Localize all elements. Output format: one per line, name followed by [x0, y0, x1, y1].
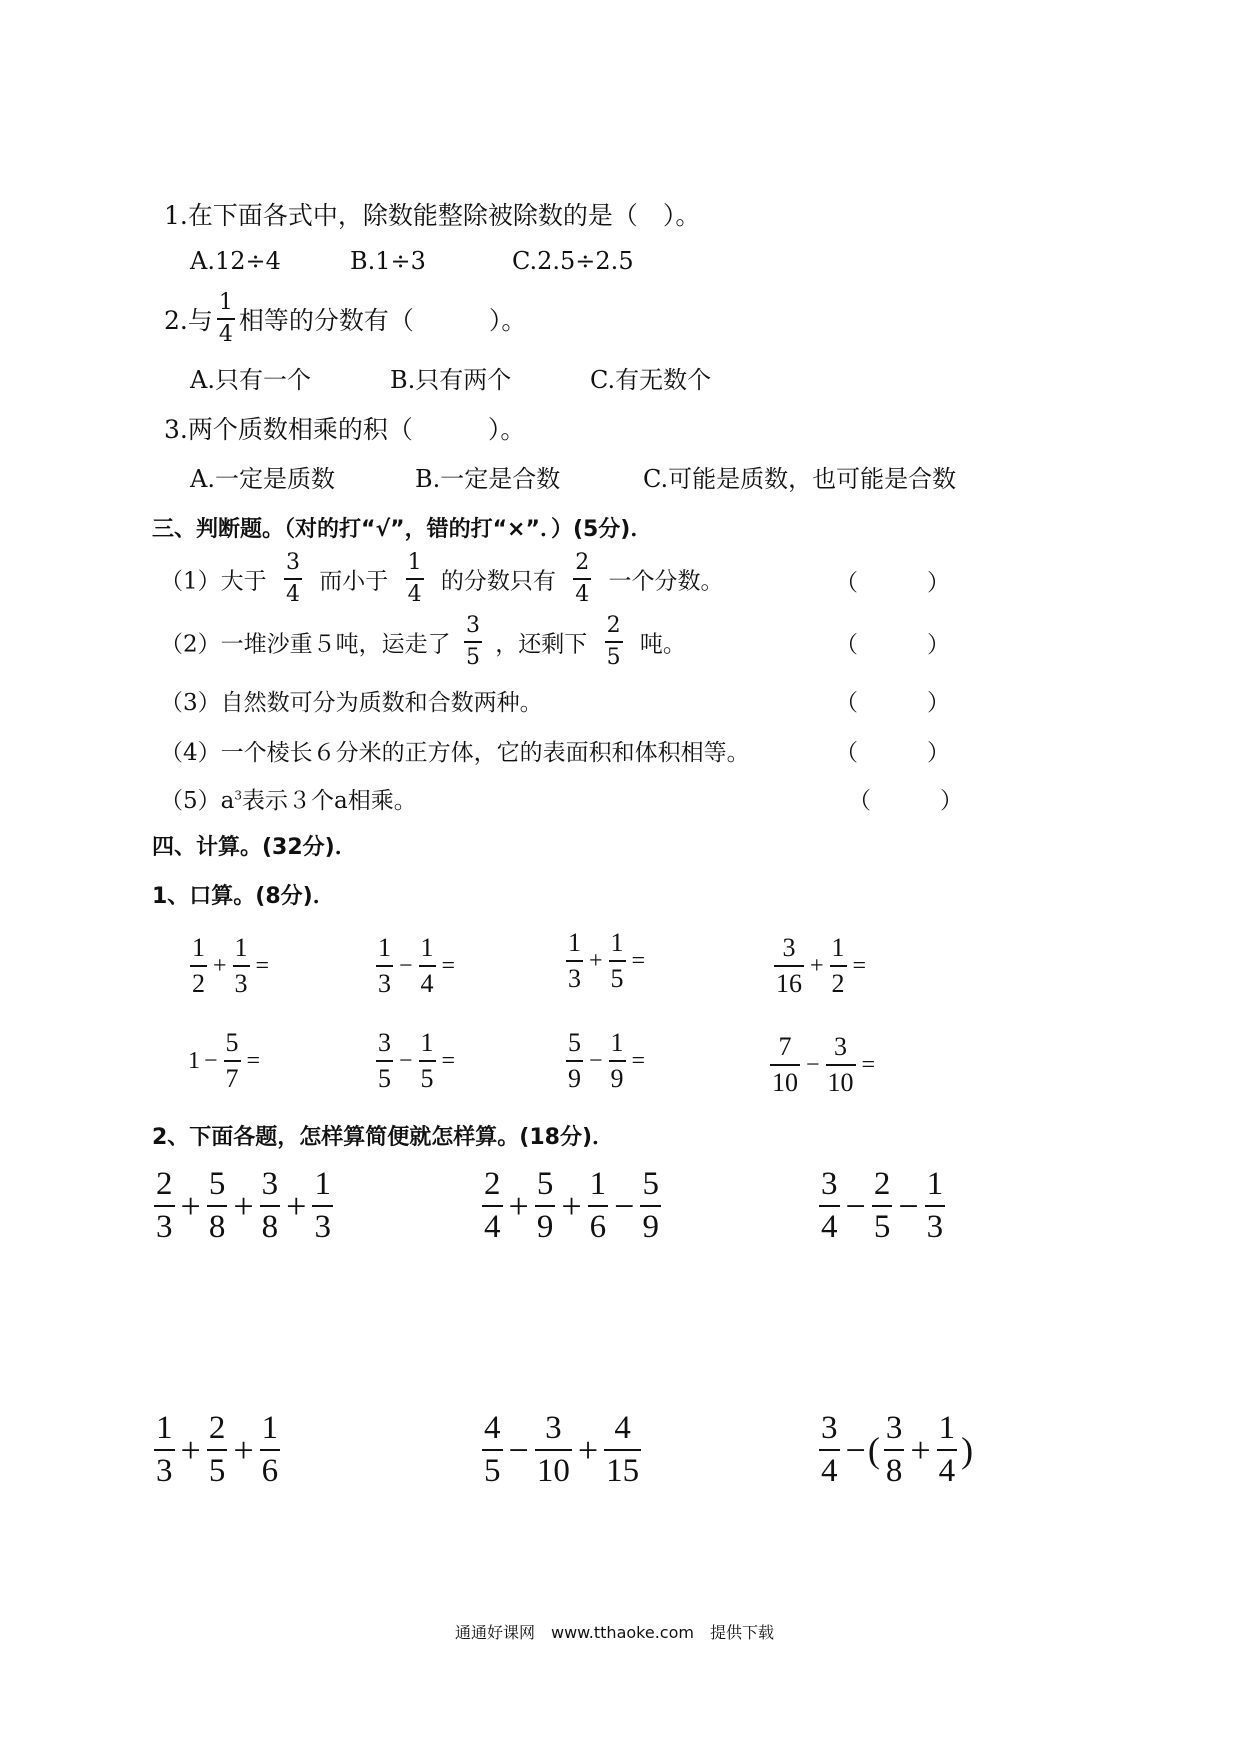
fraction-denominator: 5	[208, 1453, 226, 1489]
fraction	[609, 930, 626, 992]
oral-3	[562, 930, 647, 992]
simplify-2	[478, 1168, 665, 1244]
fraction-denominator: 8	[261, 1209, 279, 1245]
fraction-numerator: 4	[604, 1412, 641, 1451]
fraction-numerator: 3	[284, 552, 302, 580]
fraction	[588, 1168, 609, 1244]
judge-2-answer-paren: （ ）	[835, 632, 950, 658]
fraction-denominator: 15	[606, 1453, 640, 1489]
judge-5-answer-paren: （ ）	[848, 788, 963, 814]
fraction-numerator: 3	[774, 935, 804, 967]
oral-8	[766, 1034, 877, 1096]
plus-sign: +	[180, 1186, 201, 1226]
equals-sign: =	[631, 947, 646, 974]
fraction	[376, 1030, 393, 1092]
fraction	[819, 1168, 840, 1244]
fraction-numerator: 1	[588, 1168, 609, 1207]
fraction-denominator: 4	[285, 582, 300, 607]
fraction-denominator: 9	[610, 1064, 624, 1093]
fraction	[419, 1030, 436, 1092]
exponent: 3	[234, 788, 242, 803]
fraction-numerator: 1	[609, 1030, 626, 1062]
fraction	[566, 1030, 583, 1092]
q2-option-a: A.只有一个	[190, 366, 311, 394]
judge-2-text-a: （2）一堆沙重５吨，运走了	[160, 631, 451, 658]
fraction-denominator: 5	[420, 1064, 434, 1093]
fraction-denominator: 4	[484, 1209, 501, 1245]
fraction	[640, 1168, 661, 1244]
fraction	[260, 1412, 281, 1488]
fraction-numerator: 3	[884, 1412, 905, 1451]
fraction-denominator: 9	[536, 1209, 554, 1245]
q3-option-b: B.一定是合数	[415, 465, 561, 493]
fraction-numerator: 1	[566, 930, 583, 962]
fraction-numerator: 5	[535, 1168, 556, 1207]
fraction-numerator: 1	[925, 1168, 946, 1207]
fraction-denominator: 16	[776, 969, 802, 998]
fraction-denominator: 3	[314, 1209, 331, 1245]
plus-sign: +	[910, 1430, 931, 1470]
section-4-heading: 四、计算。(32分)．	[152, 835, 357, 860]
q3-option-a: A.一定是质数	[190, 465, 335, 493]
fraction-numerator: 1	[154, 1412, 175, 1451]
minus-sign: −	[845, 1430, 866, 1470]
oral-calc-heading: 1、口算。(8分)．	[152, 884, 335, 909]
minus-sign: −	[204, 1047, 218, 1074]
equals-sign: =	[852, 952, 867, 979]
judge-2-fraction-b	[605, 615, 623, 669]
fraction	[774, 935, 804, 997]
fraction-denominator: 2	[831, 969, 845, 998]
q1-option-a: A.12÷4	[190, 247, 281, 275]
fraction	[770, 1034, 800, 1096]
fraction	[376, 935, 393, 997]
fraction-numerator: 3	[260, 1168, 281, 1207]
judge-5-text-b: 表示３个a相乘。	[242, 788, 417, 814]
fraction-denominator: 8	[208, 1209, 226, 1245]
judge-item-2	[160, 615, 686, 669]
q3-option-c: C.可能是质数，也可能是合数	[643, 465, 957, 493]
fraction-denominator: 3	[378, 969, 391, 998]
judge-1-text-c: 的分数只有	[440, 568, 556, 595]
fraction	[535, 1168, 556, 1244]
fraction	[233, 935, 250, 997]
fraction-numerator: 1	[312, 1168, 333, 1207]
minus-sign: −	[898, 1186, 919, 1226]
fraction-numerator: 3	[376, 1030, 393, 1062]
fraction-numerator: 2	[207, 1412, 228, 1451]
q2-option-c: C.有无数个	[590, 366, 712, 394]
fraction-numerator: 2	[482, 1168, 503, 1207]
section-3-heading: 三、判断题。（对的打“√”，错的打“×”．）(5分)．	[152, 517, 653, 542]
fraction-denominator: 5	[465, 645, 480, 670]
fraction-denominator: 10	[536, 1453, 570, 1489]
fraction-denominator: 4	[575, 582, 590, 607]
fraction-denominator: 3	[926, 1209, 944, 1245]
fraction-numerator: 1	[419, 935, 436, 967]
fraction	[190, 935, 207, 997]
judge-item-5	[160, 782, 417, 815]
fraction-denominator: 7	[225, 1064, 239, 1093]
judge-3-answer-paren: （ ）	[835, 690, 950, 716]
fraction-numerator: 1	[609, 930, 626, 962]
fraction-denominator: 9	[642, 1209, 659, 1245]
fraction-numerator: 2	[573, 552, 591, 580]
fraction-denominator: 3	[568, 964, 581, 993]
simplify-1	[150, 1168, 337, 1244]
oral-1	[186, 935, 271, 997]
equals-sign: =	[255, 952, 270, 979]
oral-7	[562, 1030, 647, 1092]
judge-1-fraction-b	[406, 552, 424, 606]
minus-sign: −	[399, 1047, 413, 1074]
fraction	[819, 1412, 840, 1488]
plus-sign: +	[508, 1186, 529, 1226]
fraction	[154, 1168, 175, 1244]
judge-1-answer-paren: （ ）	[835, 570, 950, 596]
equals-sign: =	[631, 1047, 646, 1074]
equals-sign: =	[441, 1047, 456, 1074]
fraction-numerator: 1	[419, 1030, 436, 1062]
footer-watermark: 通通好课网 www.tthaoke.com 提供下载	[455, 1623, 774, 1642]
judge-2-text-c: 吨。	[639, 631, 686, 658]
q1-option-c: C.2.5÷2.5	[512, 247, 634, 275]
minus-sign: −	[806, 1051, 820, 1078]
oral-5	[186, 1030, 262, 1092]
plus-sign: +	[213, 952, 227, 979]
simplify-4	[150, 1412, 284, 1488]
simplify-calc-heading: 2、下面各题，怎样算简便就怎样算。(18分)．	[152, 1125, 615, 1150]
fraction-numerator: 2	[154, 1168, 175, 1207]
fraction-numerator: 5	[224, 1030, 241, 1062]
integer-one: 1	[188, 1047, 200, 1074]
fraction-denominator: 3	[156, 1209, 173, 1245]
fraction-denominator: 5	[484, 1453, 501, 1489]
equals-sign: =	[246, 1047, 261, 1074]
open-paren: (	[867, 1430, 880, 1470]
question-1: 1.在下面各式中，除数能整除被除数的是（ ）。	[164, 201, 701, 230]
fraction-denominator: 3	[156, 1453, 173, 1489]
fraction-numerator: 5	[566, 1030, 583, 1062]
plus-sign: +	[810, 952, 824, 979]
oral-2	[372, 935, 457, 997]
plus-sign: +	[233, 1186, 254, 1226]
question-2-prefix: 2.与	[164, 306, 213, 335]
fraction-numerator: 1	[217, 292, 235, 320]
minus-sign: −	[845, 1186, 866, 1226]
judge-1-text-b: 而小于	[319, 568, 389, 595]
fraction-numerator: 2	[872, 1168, 893, 1207]
fraction-denominator: 3	[234, 969, 248, 998]
fraction-numerator: 1	[260, 1412, 281, 1451]
plus-sign: +	[286, 1186, 307, 1226]
fraction-denominator: 9	[568, 1064, 581, 1093]
fraction-denominator: 4	[218, 322, 233, 347]
fraction-denominator: 4	[938, 1453, 956, 1489]
fraction	[609, 1030, 626, 1092]
fraction-numerator: 3	[464, 615, 482, 643]
fraction-denominator: 6	[589, 1209, 607, 1245]
fraction-numerator: 3	[819, 1168, 840, 1207]
judge-item-4: （4）一个棱长６分米的正方体，它的表面积和体积相等。	[160, 740, 750, 766]
fraction-numerator: 1	[376, 935, 393, 967]
judge-1-fraction-a	[284, 552, 302, 606]
fraction-numerator: 5	[640, 1168, 661, 1207]
fraction	[312, 1168, 333, 1244]
plus-sign: +	[561, 1186, 582, 1226]
fraction	[224, 1030, 241, 1092]
fraction	[884, 1412, 905, 1488]
fraction-denominator: 6	[261, 1453, 279, 1489]
judge-1-text-d: 一个分数。	[608, 568, 724, 595]
oral-4	[770, 935, 868, 997]
fraction-denominator: 4	[821, 1453, 838, 1489]
equals-sign: =	[441, 952, 456, 979]
minus-sign: −	[589, 1047, 603, 1074]
oral-6	[372, 1030, 457, 1092]
fraction-numerator: 7	[770, 1034, 800, 1066]
minus-sign: −	[614, 1186, 635, 1226]
q1-option-b: B.1÷3	[350, 247, 426, 275]
fraction	[566, 930, 583, 992]
plus-sign: +	[233, 1430, 254, 1470]
simplify-6	[815, 1412, 973, 1488]
fraction-denominator: 5	[873, 1209, 891, 1245]
fraction-denominator: 8	[885, 1453, 903, 1489]
fraction-numerator: 2	[605, 615, 623, 643]
plus-sign: +	[577, 1430, 599, 1470]
judge-4-answer-paren: （ ）	[835, 740, 950, 766]
fraction-denominator: 4	[821, 1209, 838, 1245]
fraction-numerator: 3	[826, 1034, 856, 1066]
fraction	[535, 1412, 572, 1488]
fraction-numerator: 1	[830, 935, 847, 967]
fraction	[830, 935, 847, 997]
fraction	[482, 1168, 503, 1244]
question-2-fraction	[217, 292, 235, 346]
q2-option-b: B.只有两个	[390, 366, 512, 394]
fraction-denominator: 10	[772, 1068, 798, 1097]
plus-sign: +	[589, 947, 603, 974]
fraction-numerator: 1	[190, 935, 207, 967]
question-2	[164, 292, 526, 346]
fraction-numerator: 5	[207, 1168, 228, 1207]
judge-1-text-a: （1）大于	[160, 568, 267, 595]
fraction-denominator: 4	[420, 969, 434, 998]
fraction	[207, 1168, 228, 1244]
fraction	[937, 1412, 958, 1488]
fraction-denominator: 4	[407, 582, 422, 607]
fraction	[260, 1168, 281, 1244]
fraction	[826, 1034, 856, 1096]
fraction	[482, 1412, 503, 1488]
fraction	[925, 1168, 946, 1244]
fraction	[872, 1168, 893, 1244]
judge-5-text-a: （5）a	[160, 788, 235, 814]
fraction-denominator: 10	[827, 1068, 854, 1097]
simplify-3	[815, 1168, 949, 1244]
plus-sign: +	[180, 1430, 201, 1470]
fraction-numerator: 3	[819, 1412, 840, 1451]
question-3: 3.两个质数相乘的积（ ）。	[164, 415, 526, 444]
equals-sign: =	[861, 1051, 876, 1078]
minus-sign: −	[399, 952, 413, 979]
fraction-denominator: 5	[378, 1064, 391, 1093]
judge-2-text-b: ，还剩下	[495, 631, 588, 658]
simplify-5	[478, 1412, 645, 1488]
close-paren: )	[961, 1430, 974, 1470]
fraction-denominator: 2	[192, 969, 205, 998]
fraction-numerator: 3	[535, 1412, 572, 1451]
judge-1-fraction-c	[573, 552, 591, 606]
fraction	[419, 935, 436, 997]
judge-item-3: （3）自然数可分为质数和合数两种。	[160, 690, 543, 716]
fraction-numerator: 4	[482, 1412, 503, 1451]
fraction	[207, 1412, 228, 1488]
judge-item-1	[160, 552, 724, 606]
question-2-suffix: 相等的分数有（ ）。	[238, 306, 527, 335]
fraction	[154, 1412, 175, 1488]
judge-2-fraction-a	[464, 615, 482, 669]
fraction-numerator: 1	[406, 552, 424, 580]
fraction-denominator: 5	[610, 964, 624, 993]
fraction-denominator: 5	[606, 645, 621, 670]
fraction	[604, 1412, 641, 1488]
minus-sign: −	[508, 1430, 529, 1470]
fraction-numerator: 1	[233, 935, 250, 967]
fraction-numerator: 1	[937, 1412, 958, 1451]
